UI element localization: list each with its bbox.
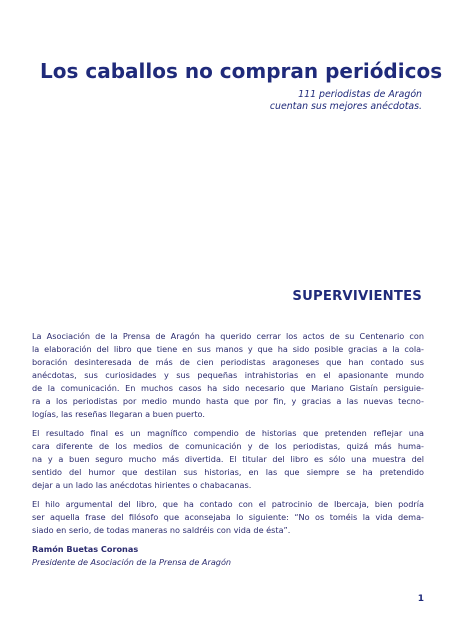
paragraph: [32, 498, 424, 537]
text-line: logías, las reseñas llegaran a buen puerto.: [32, 409, 205, 419]
text-line: la elaboración del libro que tiene en sus manos y que ha sido posible gracias a la cola-: [32, 344, 424, 354]
text-line: de la comunicación. En muchos casos ha sido necesario que Mariano Gistaín persiguie-: [32, 383, 424, 393]
text-line: boración desinteresada de más de cien periodistas aragoneses que han contado sus: [32, 357, 424, 367]
section-heading: SUPERVIVIENTES: [292, 289, 422, 304]
text-line: dejar a un lado las anécdotas hirientes o chabacanas.: [32, 480, 252, 490]
signature-name: Ramón Buetas Coronas: [32, 544, 139, 554]
subtitle-line: 111 periodistas de Aragón: [298, 89, 422, 100]
text-line: El resultado final es un magnífico compendio de historias que pretenden reflejar una: [32, 428, 424, 438]
page-number: 1: [417, 594, 424, 604]
text-line: ser aquella frase del filósofo que aconsejaba lo siguiente: “No os toméis la vida dema-: [32, 512, 424, 522]
paragraph: [32, 330, 424, 421]
page-title: Los caballos no compran periódicos: [40, 59, 443, 83]
text-line: na y a buen seguro mucho más divertida. El titular del libro es sólo una muestra del: [32, 454, 424, 464]
subtitle-line: cuentan sus mejores anécdotas.: [269, 101, 422, 112]
text-line: sentido del humor que destilan sus historias, en las que siempre se ha pretendido: [32, 467, 424, 477]
body-text: [32, 330, 424, 569]
signature-role: Presidente de Asociación de la Prensa de Aragón: [32, 557, 232, 567]
text-line: ra a los periodistas por medio mundo hasta que por fin, y gracias a las nuevas tecno-: [32, 396, 424, 406]
signature: [32, 543, 424, 569]
text-line: siado en serio, de todas maneras no saldréis con vida de ésta”.: [32, 525, 291, 535]
paragraph: [32, 427, 424, 492]
text-line: cara diferente de los medios de comunicación y de los periodistas, quizá más huma-: [32, 441, 424, 451]
text-line: El hilo argumental del libro, que ha contado con el patrocinio de Ibercaja, bien podría: [32, 499, 424, 509]
page-subtitle: [200, 89, 422, 113]
text-line: La Asociación de la Prensa de Aragón ha querido cerrar los actos de su Centenario con: [32, 331, 424, 341]
text-line: anécdotas, sus curiosidades y sus pequeñas intrahistorias en el apasionante mundo: [32, 370, 424, 380]
